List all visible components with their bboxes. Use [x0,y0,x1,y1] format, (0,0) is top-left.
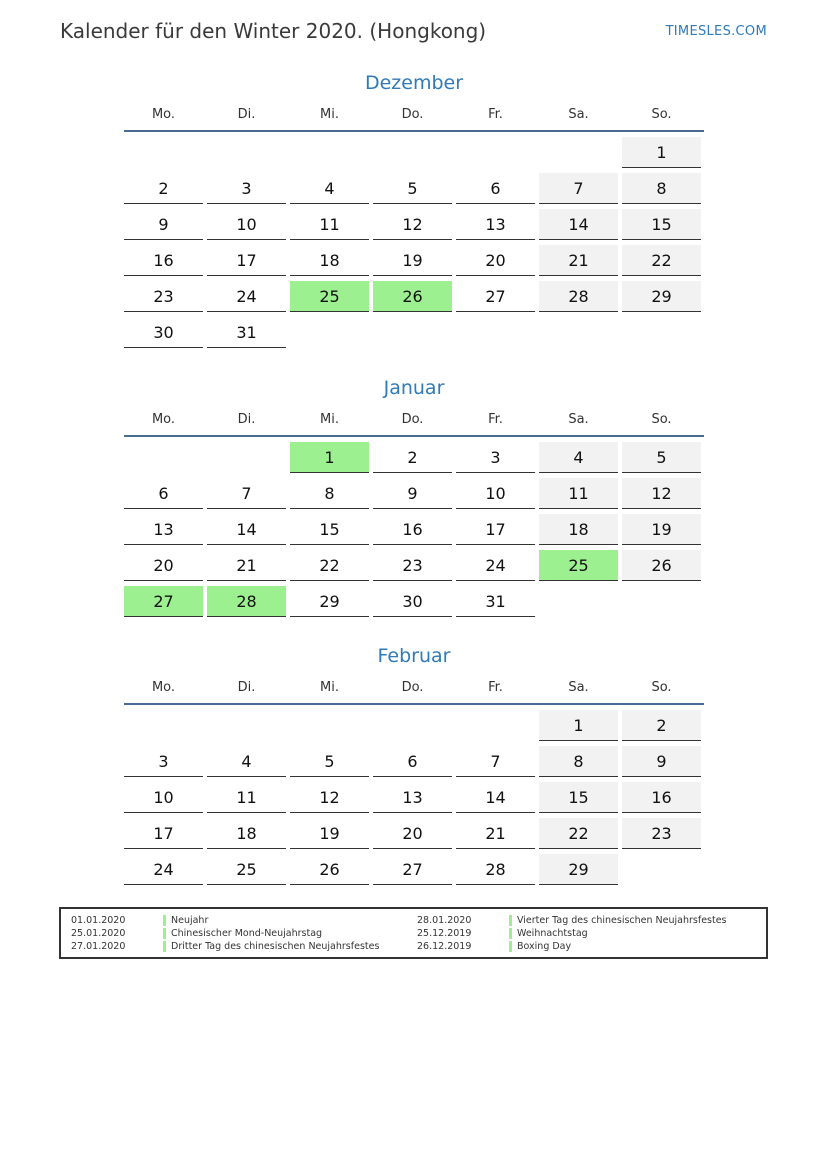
empty-day-cell [622,586,701,616]
day-cell: 24 [456,550,535,581]
weekday-label: Fr. [488,107,503,122]
legend-holiday-name: Vierter Tag des chinesischen Neujahrsfestes [517,915,727,926]
legend-item [71,940,379,953]
day-cell: 9 [622,746,701,777]
calendar-week [124,478,704,509]
day-cell: 30 [124,317,203,348]
calendar-week [124,209,704,240]
day-cell: 10 [456,478,535,509]
day-cell: 5 [290,746,369,777]
day-cell: 4 [539,442,618,473]
empty-day-cell [373,317,452,347]
empty-day-cell [456,317,535,347]
weekday-label: Sa. [568,412,589,427]
weekday-label: Di. [237,412,256,427]
empty-day-cell [456,710,535,740]
day-cell: 12 [290,782,369,813]
day-cell: 7 [539,173,618,204]
empty-day-cell [290,137,369,167]
day-cell: 22 [539,818,618,849]
day-cell: 29 [539,854,618,885]
day-cell: 23 [622,818,701,849]
month-december [124,70,704,353]
weekday-label: Mo. [151,107,176,122]
day-cell: 3 [124,746,203,777]
day-cell: 17 [207,245,286,276]
weekday-label: So. [651,107,672,122]
day-cell: 17 [456,514,535,545]
month-february [124,643,704,890]
holiday-color-marker [163,915,166,926]
legend-item [417,940,727,953]
calendar-grid [124,132,704,348]
legend-date: 27.01.2020 [71,941,126,952]
day-cell: 25 [207,854,286,885]
month-title: Februar [377,645,451,667]
day-cell: 9 [373,478,452,509]
day-cell: 22 [290,550,369,581]
weekday-label: Fr. [488,412,503,427]
day-cell: 11 [290,209,369,240]
day-cell: 20 [124,550,203,581]
day-cell: 20 [373,818,452,849]
legend-date: 01.01.2020 [71,915,126,926]
day-cell: 29 [290,586,369,617]
weekday-header [124,677,704,705]
calendar-week [124,245,704,276]
legend-column-left [71,914,379,953]
day-cell: 8 [622,173,701,204]
month-title: Januar [383,377,445,399]
day-cell: 22 [622,245,701,276]
day-cell: 15 [539,782,618,813]
day-cell: 23 [124,281,203,312]
day-cell: 12 [622,478,701,509]
day-cell: 10 [124,782,203,813]
calendar-week [124,550,704,581]
day-cell: 20 [456,245,535,276]
day-cell: 5 [373,173,452,204]
day-cell: 14 [539,209,618,240]
day-cell: 21 [456,818,535,849]
day-cell: 11 [539,478,618,509]
legend-date: 25.01.2020 [71,928,126,939]
day-cell: 14 [207,514,286,545]
empty-day-cell [456,137,535,167]
weekday-header [124,409,704,437]
holiday-color-marker [509,928,512,939]
day-cell: 25 [539,550,618,581]
calendar-week [124,281,704,312]
day-cell: 30 [373,586,452,617]
weekday-label: Di. [237,107,256,122]
calendar-week [124,818,704,849]
legend-holiday-name: Boxing Day [517,941,572,952]
calendar-grid [124,705,704,885]
day-cell: 6 [373,746,452,777]
day-cell: 26 [290,854,369,885]
empty-day-cell [207,442,286,472]
day-cell: 18 [539,514,618,545]
weekday-label: Fr. [488,680,503,695]
calendar-week [124,854,704,885]
weekday-label: Do. [401,680,424,695]
day-cell: 26 [373,281,452,312]
day-cell: 16 [124,245,203,276]
weekday-label: Sa. [568,680,589,695]
month-january [124,375,704,622]
day-cell: 21 [539,245,618,276]
day-cell: 3 [207,173,286,204]
empty-day-cell [539,317,618,347]
day-cell: 8 [539,746,618,777]
day-cell: 14 [456,782,535,813]
day-cell: 31 [207,317,286,348]
legend-date: 26.12.2019 [417,941,472,952]
legend-item [71,927,379,940]
legend-holiday-name: Weihnachtstag [517,928,588,939]
day-cell: 2 [124,173,203,204]
day-cell: 28 [207,586,286,617]
empty-day-cell [124,442,203,472]
empty-day-cell [622,317,701,347]
day-cell: 15 [622,209,701,240]
weekday-label: Do. [401,107,424,122]
day-cell: 16 [373,514,452,545]
empty-day-cell [124,710,203,740]
day-cell: 25 [290,281,369,312]
weekday-label: Mo. [151,680,176,695]
day-cell: 3 [456,442,535,473]
legend-holiday-name: Dritter Tag des chinesischen Neujahrsfestes [171,941,380,952]
legend-item [417,927,727,940]
day-cell: 1 [290,442,369,473]
calendar-week [124,514,704,545]
empty-day-cell [290,710,369,740]
day-cell: 2 [373,442,452,473]
day-cell: 9 [124,209,203,240]
legend-item [71,914,379,927]
day-cell: 28 [456,854,535,885]
calendar-week [124,586,704,617]
day-cell: 17 [124,818,203,849]
legend-date: 28.01.2020 [417,915,472,926]
empty-day-cell [373,137,452,167]
day-cell: 28 [539,281,618,312]
day-cell: 1 [622,137,701,168]
day-cell: 6 [124,478,203,509]
day-cell: 19 [373,245,452,276]
empty-day-cell [539,137,618,167]
day-cell: 18 [207,818,286,849]
calendar-week [124,746,704,777]
weekday-label: Mo. [151,412,176,427]
legend-holiday-name: Chinesischer Mond-Neujahrstag [171,928,323,939]
day-cell: 19 [290,818,369,849]
day-cell: 24 [124,854,203,885]
day-cell: 24 [207,281,286,312]
calendar-grid [124,437,704,617]
day-cell: 4 [207,746,286,777]
legend-date: 25.12.2019 [417,928,472,939]
day-cell: 11 [207,782,286,813]
day-cell: 7 [207,478,286,509]
day-cell: 2 [622,710,701,741]
weekday-label: Di. [237,680,256,695]
day-cell: 27 [124,586,203,617]
month-title: Dezember [364,72,464,94]
day-cell: 7 [456,746,535,777]
weekday-label: So. [651,680,672,695]
brand-link[interactable]: TIMESLES.COM [665,24,767,39]
calendar-week [124,710,704,741]
weekday-label: Mi. [320,412,339,427]
day-cell: 19 [622,514,701,545]
day-cell: 27 [373,854,452,885]
day-cell: 8 [290,478,369,509]
holiday-color-marker [509,941,512,952]
weekday-label: Do. [401,412,424,427]
legend-item [417,914,727,927]
calendar-week [124,442,704,473]
empty-day-cell [124,137,203,167]
empty-day-cell [207,710,286,740]
calendar-week [124,173,704,204]
day-cell: 18 [290,245,369,276]
day-cell: 13 [456,209,535,240]
day-cell: 26 [622,550,701,581]
day-cell: 12 [373,209,452,240]
empty-day-cell [290,317,369,347]
day-cell: 27 [456,281,535,312]
day-cell: 21 [207,550,286,581]
holiday-color-marker [163,928,166,939]
weekday-label: Mi. [320,107,339,122]
day-cell: 10 [207,209,286,240]
day-cell: 1 [539,710,618,741]
day-cell: 31 [456,586,535,617]
day-cell: 13 [124,514,203,545]
holiday-color-marker [509,915,512,926]
weekday-label: Mi. [320,680,339,695]
calendar-week [124,782,704,813]
empty-day-cell [622,854,701,884]
day-cell: 29 [622,281,701,312]
empty-day-cell [373,710,452,740]
day-cell: 6 [456,173,535,204]
calendar-week [124,137,704,168]
day-cell: 16 [622,782,701,813]
day-cell: 5 [622,442,701,473]
weekday-label: So. [651,412,672,427]
holiday-color-marker [163,941,166,952]
page-title: Kalender für den Winter 2020. (Hongkong) [60,19,487,43]
day-cell: 4 [290,173,369,204]
weekday-label: Sa. [568,107,589,122]
empty-day-cell [207,137,286,167]
day-cell: 15 [290,514,369,545]
day-cell: 13 [373,782,452,813]
calendar-week [124,317,704,348]
empty-day-cell [539,586,618,616]
holiday-legend [59,907,768,959]
weekday-header [124,104,704,132]
legend-holiday-name: Neujahr [171,915,209,926]
day-cell: 23 [373,550,452,581]
legend-column-right [417,914,727,953]
